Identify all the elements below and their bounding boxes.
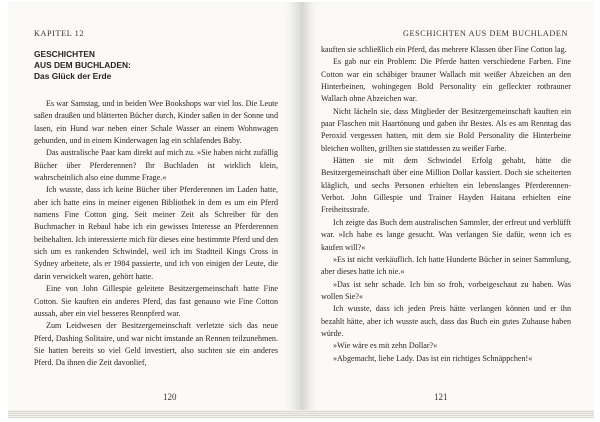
chapter-title-line: AUS DEM BUCHLADEN: — [34, 60, 131, 71]
paragraph: »Abgemacht, liebe Lady. Das ist ein richtiges Schnäppchen!« — [333, 353, 533, 363]
left-page — [8, 2, 301, 416]
paragraph: Ich wusste, dass ich keine Bücher über Pferderennen im Laden hatte, aber ich hatte eins in meiner eigenen Bibliothek in dem es um ein Pferd namens Fine Cotton ging. Seit meiner Zeit als Schreiber für den Buchmacher in Rebaul habe ich ein gewisses Interesse an Pferderennen beibehalten. Ich interessierte mich für dieses eine bestimmte Pferd und den sich um es rankenden Schwindel, weil ich im Stadtteil Kings Cross in Sydney arbeitete, als er 1984 passierte, und ich von einigen der Leute, die darin verwickelt waren, gehört hatte. — [34, 185, 278, 281]
paragraph: Ich wusste, dass ich jeden Preis hätte verlangen können und er ihn bezahlt hätte, aber ich wusste auch, dass das Buch ein gutes Zuhause haben würde. — [321, 304, 571, 338]
paragraph: Zum Leidwesen der Besitzergemeinschaft verletzte sich das neue Pferd, Dashing Solitaire, und war nicht imstande an Rennen teilzunehmen. Sie hatten bereits so viel Geld investiert, also suchten sie ein anderes Pferd. Da ihnen die Zeit davonlief, — [34, 321, 278, 368]
chapter-title — [34, 49, 131, 83]
paragraph: Eine von John Gillespie geleitete Besitzergemeinschaft hatte Fine Cotton. Sie kauften ein anderes Pferd, das fast genauso wie Fine Cotton aussah, aber ein viel besseres Rennpferd war. — [34, 284, 278, 318]
page-number: 120 — [163, 392, 177, 402]
paragraph: Nicht lächeln sie, dass Mitglieder der Besitzergemeinschaft kauften ein paar Flaschen mit Haartönung und gaben ihr Bestes. Als es am Renntag das Peroxid vergessen hatten, mit dem sie Bold Personality die Hinterbeine bleichen wollten, grillten sie stattdessen zu weißer Farbe. — [321, 106, 571, 153]
running-head: GESCHICHTEN AUS DEM BUCHLADEN — [402, 29, 568, 38]
body-text — [321, 44, 571, 365]
page-edge — [301, 410, 594, 418]
page-number: 121 — [434, 392, 448, 402]
paragraph: Ich zeigte das Buch dem australischen Sammler, der erfreut und verblüfft war. »Ich habe es lange gesucht. Was verlangen Sie dafür, wenn ich es kaufen will?« — [321, 217, 571, 252]
body-text — [34, 98, 278, 370]
paragraph: Es war Samstag, und in beiden Wee Bookshops war viel los. Die Leute saßen draußen und blätterten Bücher durch, Kinder saßen in der Sonne und lasen, ein Hund war neben einer Schale Wasser an einem Wohnwagen gebunden, und in einem Kinderwagen lag ein schlafendes Baby. — [34, 99, 278, 146]
paragraph: Das australische Paar kam direkt auf mich zu. »Sie haben nicht zufällig Bücher über Pferderennen? Ihr Buchladen ist wirklich klein, wahrscheinlich also eine dumme Frage.« — [34, 148, 278, 183]
book-spread — [8, 2, 594, 420]
paragraph: kauften sie schließlich ein Pferd, das mehrere Klassen über Fine Cotton lag. — [321, 45, 567, 54]
paragraph: »Wie wäre es mit zehn Dollar?« — [333, 341, 438, 351]
paragraph: »Es ist nicht verkäuflich. Ich hatte Hunderte Bücher in seiner Sammlung, aber dieses hatte ich nie.« — [321, 254, 571, 277]
page-edge — [8, 410, 301, 418]
running-head: KAPITEL 12 — [34, 29, 85, 38]
chapter-subtitle: Das Glück der Erde — [34, 71, 112, 82]
chapter-title-line: GESCHICHTEN — [34, 49, 95, 59]
right-page — [301, 2, 594, 416]
paragraph: »Das ist sehr schade. Ich bin so froh, vorbeigeschaut zu haben. Was wollen Sie?« — [321, 279, 571, 301]
paragraph: Hätten sie mit dem Schwindel Erfolg gehabt, hätte die Besitzergemeinschaft über eine Million Dollar kassiert. Doch sie scheiterten kläglich, und sechs Personen erhielten ein lebenslanges Pferderennen-Verbot. John Gillespie und Trainer Hayden Haitana erhielten eine Freiheitsstrafe. — [321, 156, 571, 215]
paragraph: Es gab nur ein Problem: Die Pferde hatten verschiedene Farben. Fine Cotton war ein schäbiger brauner Wallach mit weißer Abzeichen an den Hinterbeinen, wohingegen Bold Personality ein gefleckter rotbrauner Wallach ohne Abzeichen war. — [321, 57, 571, 104]
